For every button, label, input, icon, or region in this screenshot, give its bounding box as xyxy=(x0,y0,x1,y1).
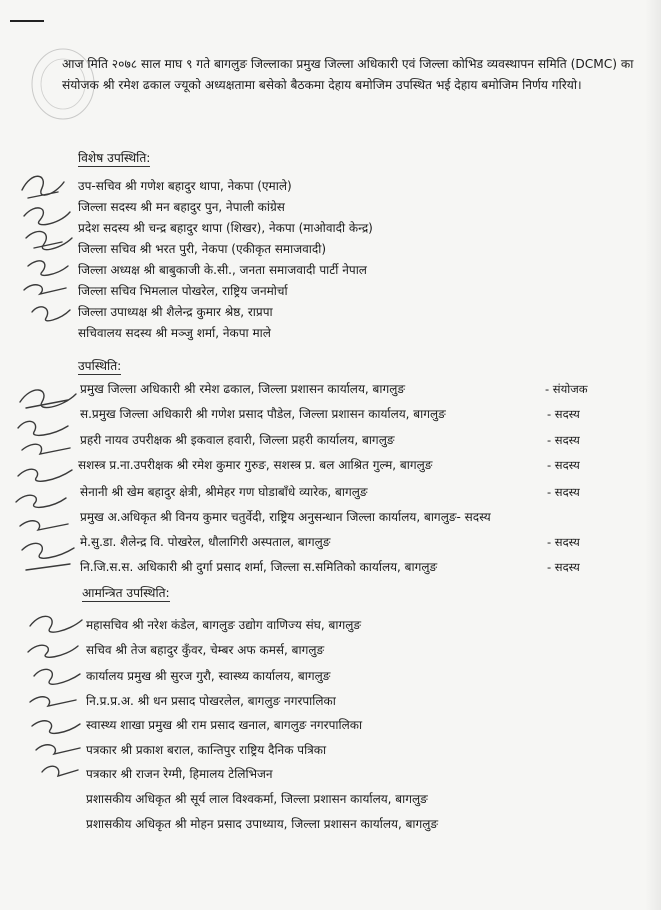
invited-attendee-1: महासचिव श्री नरेश कंडेल, बागलुङ उद्योग वाणिज्य संघ, बागलुङ xyxy=(86,618,362,632)
member-row-6: प्रमुख अ.अधिकृत श्री विनय कुमार चतुर्वेदी, राष्ट्रिय अनुसन्धान जिल्ला कार्यालय, बागलुङ- सदस्य xyxy=(80,510,491,524)
member-row-2: स.प्रमुख जिल्ला अधिकारी श्री गणेश प्रसाद पौडेल, जिल्ला प्रशासन कार्यालय, बागलुङ xyxy=(80,407,446,421)
special-attendee-1: उप-सचिव श्री गणेश बहादुर थापा, नेकपा (एमाले) xyxy=(78,179,292,193)
page-edge-shadow xyxy=(645,0,661,910)
invited-attendee-8: प्रशासकीय अधिकृत श्री सूर्य लाल विश्वकर्मा, जिल्ला प्रशासन कार्यालय, बागलुङ xyxy=(86,792,428,806)
member-role-2: - सदस्य xyxy=(547,407,580,421)
special-signatures xyxy=(14,168,84,338)
invited-attendee-2: सचिव श्री तेज बहादुर कुँवर, चेम्बर अफ कमर्स, बागलुङ xyxy=(86,643,325,657)
member-row-4: सशस्त्र प्र.ना.उपरीक्षक श्री रमेश कुमार गुरुङ, सशस्त्र प्र. बल आश्रित गुल्म, बागलुङ xyxy=(78,458,433,472)
member-role-3: - सदस्य xyxy=(547,433,580,447)
invited-attendee-7: पत्रकार श्री राजन रेग्मी, हिमालय टेलिभिजन xyxy=(86,767,273,781)
attendance-heading: उपस्थिति: xyxy=(78,359,122,373)
meeting-intro-paragraph: आज मिति २०७८ साल माघ ९ गते बागलुङ जिल्लाका प्रमुख जिल्ला अधिकारी एवं जिल्ला कोभिड व्यवस्थापन समिति (DCMC) का संयोजक श्री रमेश ढकाल ज्यूको अध्यक्षतामा बसेको बैठकमा देहाय बमोजिम उपस्थित भई देहाय बमोजिम निर्णय गरियो। xyxy=(62,57,634,92)
invited-attendance-heading: आमन्त्रित उपस्थिति: xyxy=(82,586,170,600)
invited-attendee-9: प्रशासकीय अधिकृत श्री मोहन प्रसाद उपाध्याय, जिल्ला प्रशासन कार्यालय, बागलुङ xyxy=(86,817,439,831)
member-role-1: - संयोजक xyxy=(545,382,588,396)
top-rule xyxy=(10,20,44,22)
invited-attendee-5: स्वास्थ्य शाखा प्रमुख श्री राम प्रसाद खनाल, बागलुङ नगरपालिका xyxy=(86,718,363,732)
invited-attendee-4: नि.प्र.प्र.अ. श्री धन प्रसाद पोखरलेल, बागलुङ नगरपालिका xyxy=(86,694,336,708)
member-row-1: प्रमुख जिल्ला अधिकारी श्री रमेश ढकाल, जिल्ला प्रशासन कार्यालय, बागलुङ xyxy=(80,382,406,396)
special-attendee-2: जिल्ला सदस्य श्री मन बहादुर पुन, नेपाली कांग्रेस xyxy=(78,200,285,214)
member-role-8: - सदस्य xyxy=(547,560,580,574)
invited-signatures xyxy=(20,606,90,786)
member-signatures xyxy=(10,378,90,578)
member-role-4: - सदस्य xyxy=(547,458,580,472)
invited-attendee-6: पत्रकार श्री प्रकाश बराल, कान्तिपुर राष्ट्रिय दैनिक पत्रिका xyxy=(86,743,327,757)
special-attendee-7: जिल्ला उपाध्यक्ष श्री शैलेन्द्र कुमार श्रेष्ठ, राप्रपा xyxy=(78,305,273,319)
member-row-5: सेनानी श्री खेम बहादुर क्षेत्री, श्रीमेहर गण घोडाबाँधे व्यारेक, बागलुङ xyxy=(80,485,368,499)
invited-attendee-3: कार्यालय प्रमुख श्री सुरज गुरौ, स्वास्थ्य कार्यालय, बागलुङ xyxy=(86,669,331,683)
special-attendee-6: जिल्ला सचिव भिमलाल पोखरेल, राष्ट्रिय जनमोर्चा xyxy=(78,284,288,298)
member-row-8: नि.जि.स.स. अधिकारी श्री दुर्गा प्रसाद शर्मा, जिल्ला स.समितिको कार्यालय, बागलुङ xyxy=(80,560,438,574)
special-attendee-8: सचिवालय सदस्य श्री मञ्जु शर्मा, नेकपा माले xyxy=(78,326,271,340)
special-attendance-heading: विशेष उपस्थिति: xyxy=(78,151,151,165)
special-attendee-4: जिल्ला सचिव श्री भरत पुरी, नेकपा (एकीकृत समाजवादी) xyxy=(78,242,327,256)
member-row-7: मे.सु.डा. शैलेन्द्र वि. पोखरेल, धौलागिरी अस्पताल, बागलुङ xyxy=(80,535,331,549)
special-attendee-5: जिल्ला अध्यक्ष श्री बाबुकाजी के.सी., जनता समाजवादी पार्टी नेपाल xyxy=(78,263,367,277)
special-attendee-3: प्रदेश सदस्य श्री चन्द्र बहादुर थापा (शिखर), नेकपा (माओवादी केन्द्र) xyxy=(78,221,373,235)
member-role-5: - सदस्य xyxy=(547,485,580,499)
member-role-7: - सदस्य xyxy=(547,535,580,549)
member-row-3: प्रहरी नायव उपरीक्षक श्री इकवाल हवारी, जिल्ला प्रहरी कार्यालय, बागलुङ xyxy=(80,433,395,447)
